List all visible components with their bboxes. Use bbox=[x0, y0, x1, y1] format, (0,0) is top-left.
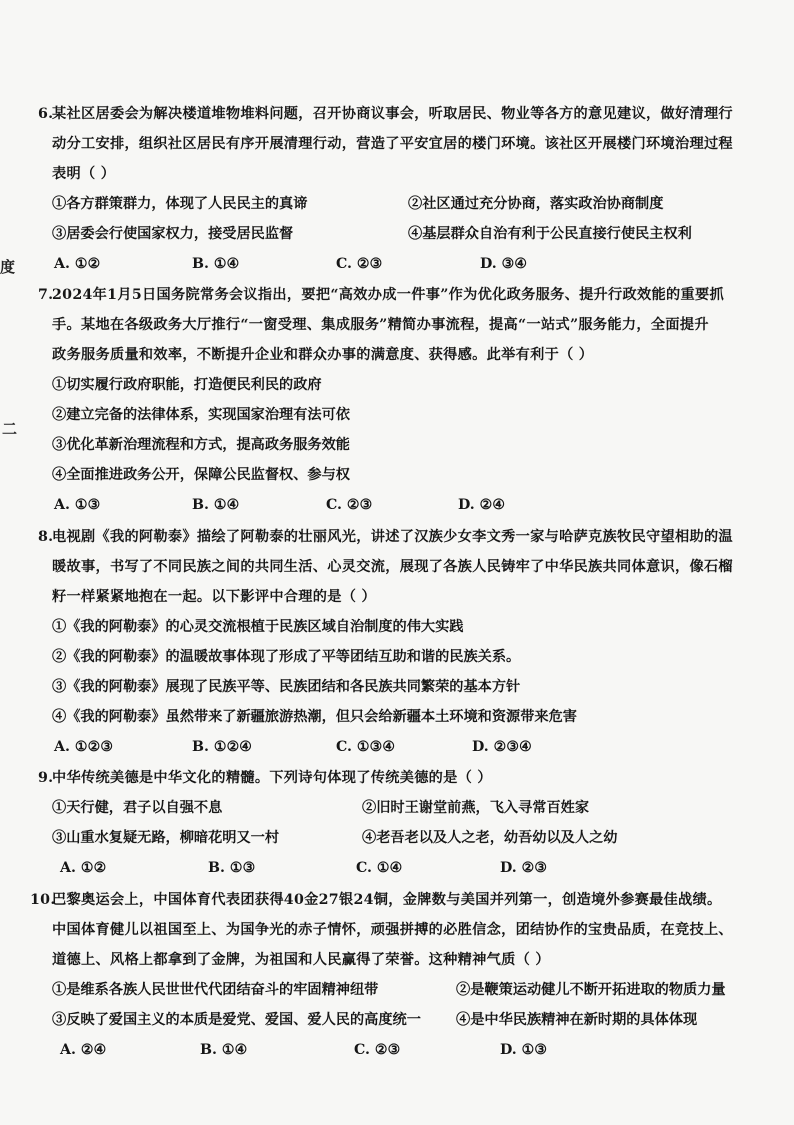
answer-choice-a: A. ①② bbox=[54, 256, 101, 272]
statement-option: ②旧时王谢堂前燕，飞入寻常百姓家 bbox=[362, 800, 590, 816]
answer-choice-c: C. ②③ bbox=[354, 1042, 401, 1058]
question-stem-line: 中华传统美德是中华文化的精髓。下列诗句体现了传统美德的是（ ） bbox=[52, 770, 492, 786]
question-stem-line: 巴黎奥运会上，中国体育代表团获得40金27银24铜，金牌数与美国并列第一，创造境外参赛最佳战绩。 bbox=[52, 892, 722, 908]
statement-option: ④是中华民族精神在新时期的具体体现 bbox=[456, 1012, 698, 1028]
question-number: 7. bbox=[38, 287, 54, 303]
question-number: 9. bbox=[38, 770, 54, 786]
question-number: 8. bbox=[38, 529, 54, 545]
answer-choice-d: D. ②④ bbox=[458, 497, 506, 513]
question-number: 10. bbox=[30, 892, 56, 908]
answer-choice-d: D. ①③ bbox=[500, 1042, 548, 1058]
question-stem-line: 暖故事，书写了不同民族之间的共同生活、心灵交流，展现了各族人民铸牢了中华民族共同体意识，像石榴 bbox=[52, 559, 733, 575]
question-stem-line: 道德上、风格上都拿到了金牌，为祖国和人民赢得了荣誉。这种精神气质（ ） bbox=[52, 952, 550, 968]
statement-option: ④《我的阿勒泰》虽然带来了新疆旅游热潮，但只会给新疆本土环境和资源带来危害 bbox=[52, 709, 577, 725]
answer-choice-d: D. ②③ bbox=[500, 860, 548, 876]
statement-option: ①天行健，君子以自强不息 bbox=[52, 800, 223, 816]
question-stem-line: 表明（ ） bbox=[52, 166, 116, 182]
answer-choice-b: B. ①④ bbox=[192, 497, 240, 513]
question-stem-line: 中国体育健儿以祖国至上、为国争光的赤子情怀，顽强拼搏的必胜信念，团结协作的宝贵品质，在竞技上、 bbox=[52, 922, 733, 938]
answer-choice-a: A. ①②③ bbox=[54, 739, 114, 755]
statement-option: ①各方群策群力，体现了人民民主的真谛 bbox=[52, 196, 308, 212]
binding-margin-mark: 度 bbox=[0, 258, 16, 276]
statement-option: ③反映了爱国主义的本质是爱党、爱国、爱人民的高度统一 bbox=[52, 1012, 421, 1028]
statement-option: ①《我的阿勒泰》的心灵交流根植于民族区域自治制度的伟大实践 bbox=[52, 619, 464, 635]
statement-option: ③《我的阿勒泰》展现了民族平等、民族团结和各民族共同繁荣的基本方针 bbox=[52, 679, 521, 695]
answer-choice-a: A. ①③ bbox=[54, 497, 101, 513]
answer-choice-b: B. ①②④ bbox=[192, 739, 253, 755]
statement-option: ②是鞭策运动健儿不断开拓进取的物质力量 bbox=[456, 982, 726, 998]
answer-choice-c: C. ①④ bbox=[356, 860, 403, 876]
question-stem-line: 某社区居委会为解决楼道堆物堆料问题，召开协商议事会，听取居民、物业等各方的意见建议，做好清理行 bbox=[52, 106, 733, 122]
statement-option: ②社区通过充分协商，落实政治协商制度 bbox=[408, 196, 664, 212]
question-stem-line: 籽一样紧紧地抱在一起。以下影评中合理的是（ ） bbox=[52, 589, 376, 605]
question-stem-line: 电视剧《我的阿勒泰》描绘了阿勒泰的壮丽风光，讲述了汉族少女李文秀一家与哈萨克族牧民守望相助的温 bbox=[52, 529, 733, 545]
question-stem-line: 政务服务质量和效率，不断提升企业和群众办事的满意度、获得感。此举有利于（ ） bbox=[52, 347, 594, 363]
answer-choice-b: B. ①③ bbox=[208, 860, 256, 876]
statement-option: ③山重水复疑无路，柳暗花明又一村 bbox=[52, 830, 280, 846]
answer-choice-d: D. ③④ bbox=[480, 256, 528, 272]
question-stem-line: 手。某地在各级政务大厅推行“一窗受理、集成服务”精简办事流程，提高“一站式”服务能力，全面提升 bbox=[52, 317, 709, 333]
statement-option: ①切实履行政府职能，打造便民利民的政府 bbox=[52, 377, 322, 393]
answer-choice-c: C. ②③ bbox=[326, 497, 373, 513]
question-stem-line: 动分工安排，组织社区居民有序开展清理行动，营造了平安宜居的楼门环境。该社区开展楼门环境治理过程 bbox=[52, 136, 733, 152]
question-stem-line: 2024年1月5日国务院常务会议指出，要把“高效办成一件事”作为优化政务服务、提升行政效能的重要抓 bbox=[52, 287, 724, 303]
answer-choice-b: B. ①④ bbox=[192, 256, 240, 272]
question-number: 6. bbox=[38, 106, 54, 122]
statement-option: ③优化革新治理流程和方式，提高政务服务效能 bbox=[52, 437, 350, 453]
answer-choice-c: C. ②③ bbox=[336, 256, 383, 272]
statement-option: ④老吾老以及人之老，幼吾幼以及人之幼 bbox=[362, 830, 618, 846]
answer-choice-d: D. ②③④ bbox=[472, 739, 532, 755]
statement-option: ③居委会行使国家权力，接受居民监督 bbox=[52, 226, 294, 242]
statement-option: ④全面推进政务公开，保障公民监督权、参与权 bbox=[52, 467, 350, 483]
statement-option: ①是维系各族人民世世代代团结奋斗的牢固精神纽带 bbox=[52, 982, 379, 998]
statement-option: ④基层群众自治有利于公民直接行使民主权利 bbox=[408, 226, 692, 242]
statement-option: ②《我的阿勒泰》的温暖故事体现了形成了平等团结互助和谐的民族关系。 bbox=[52, 649, 521, 665]
answer-choice-c: C. ①③④ bbox=[336, 739, 396, 755]
answer-choice-b: B. ①④ bbox=[200, 1042, 248, 1058]
binding-margin-mark: 二 bbox=[2, 420, 18, 438]
answer-choice-a: A. ①② bbox=[60, 860, 107, 876]
answer-choice-a: A. ②④ bbox=[60, 1042, 107, 1058]
statement-option: ②建立完备的法律体系，实现国家治理有法可依 bbox=[52, 407, 350, 423]
